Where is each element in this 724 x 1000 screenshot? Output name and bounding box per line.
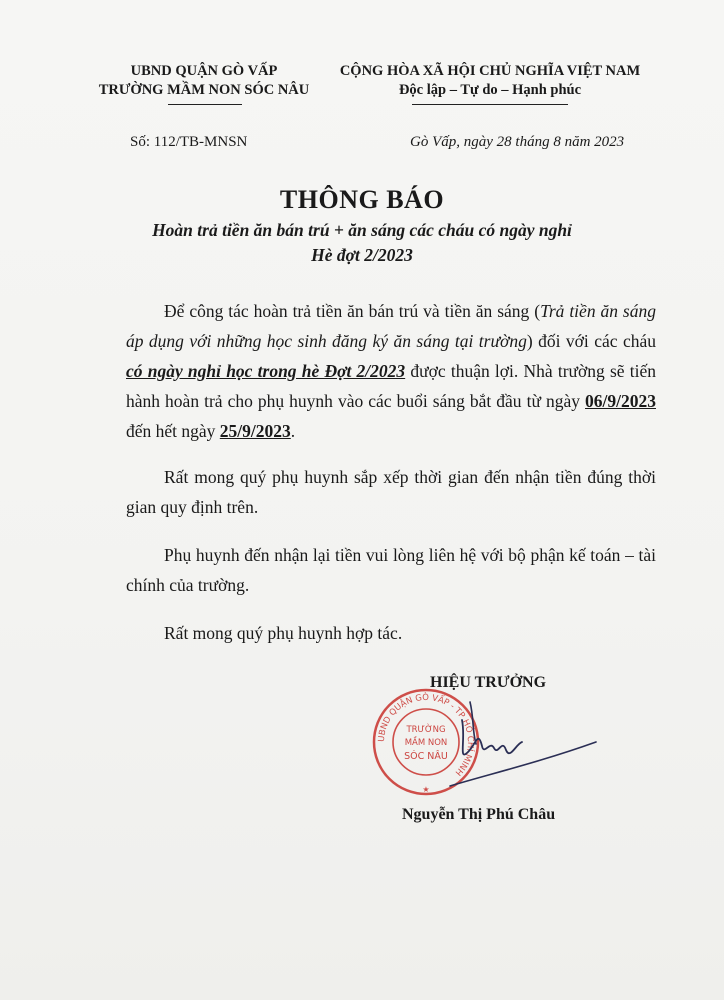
paragraph-4: Rất mong quý phụ huynh hợp tác. xyxy=(164,623,403,643)
p1-emphasis: có ngày nghỉ học trong hè Đợt 2/2023 xyxy=(126,361,406,381)
p1-italic-note: Trả tiền ăn sáng áp dụng với những học sinh đăng ký ăn sáng tại trường xyxy=(126,301,656,351)
issuer-underline xyxy=(168,104,242,105)
p1-text-a: Để công tác hoàn trả tiền ăn bán trú và tiền ăn sáng ( xyxy=(164,301,541,321)
p1-text-c: được thuận lợi. Nhà trường sẽ tiến hành hoàn trả cho phụ huynh vào các buổi sáng bắt đầu từ ngày xyxy=(126,361,656,411)
seal-line-2: MẦM NON xyxy=(404,738,448,748)
handwritten-signature-icon xyxy=(440,700,600,790)
p1-text-e: . xyxy=(290,421,296,441)
seal-ring-text: UBND QUẬN GÒ VẤP - TP HỒ CHÍ MINH xyxy=(376,692,476,778)
issuer-district: UBND QUẬN GÒ VẤP xyxy=(130,63,278,79)
p1-text-b: ) đối với các cháu xyxy=(526,331,656,351)
signer-name: Nguyễn Thị Phú Châu xyxy=(402,806,556,823)
end-date: 25/9/2023 xyxy=(219,421,291,441)
issuer-school: TRƯỜNG MẦM NON SÓC NÂU xyxy=(98,82,310,98)
national-motto: Độc lập – Tự do – Hạnh phúc xyxy=(398,82,582,98)
seal-line-3: SÓC NÂU xyxy=(404,751,448,762)
place-date: Gò Vấp, ngày 28 tháng 8 năm 2023 xyxy=(410,134,625,150)
motto-underline xyxy=(412,104,568,105)
document-title: THÔNG BÁO xyxy=(279,185,445,214)
issuer-header xyxy=(84,62,324,100)
p1-text-d: đến hết ngày xyxy=(126,421,220,441)
paragraph-2: Rất mong quý phụ huynh sắp xếp thời gian đến nhận tiền đúng thời gian quy định trên. xyxy=(126,467,656,517)
signer-position: HIỆU TRƯỞNG xyxy=(430,674,547,691)
document-subtitle-line1: Hoàn trả tiền ăn bán trú + ăn sáng các cháu có ngày nghỉ xyxy=(152,220,572,240)
document-number: Số: 112/TB-MNSN xyxy=(130,134,248,150)
document-body xyxy=(126,296,656,666)
document-subtitle-line2: Hè đợt 2/2023 xyxy=(311,245,413,265)
national-header xyxy=(330,62,650,100)
start-date: 06/9/2023 xyxy=(585,391,656,411)
paragraph-3: Phụ huynh đến nhận lại tiền vui lòng liên hệ với bộ phận kế toán – tài chính của trường. xyxy=(126,545,656,595)
national-name: CỘNG HÒA XÃ HỘI CHỦ NGHĨA VIỆT NAM xyxy=(339,63,641,79)
seal-line-1: TRƯỜNG xyxy=(406,725,446,735)
paragraph-1 xyxy=(126,296,656,446)
svg-text:★: ★ xyxy=(422,785,430,794)
